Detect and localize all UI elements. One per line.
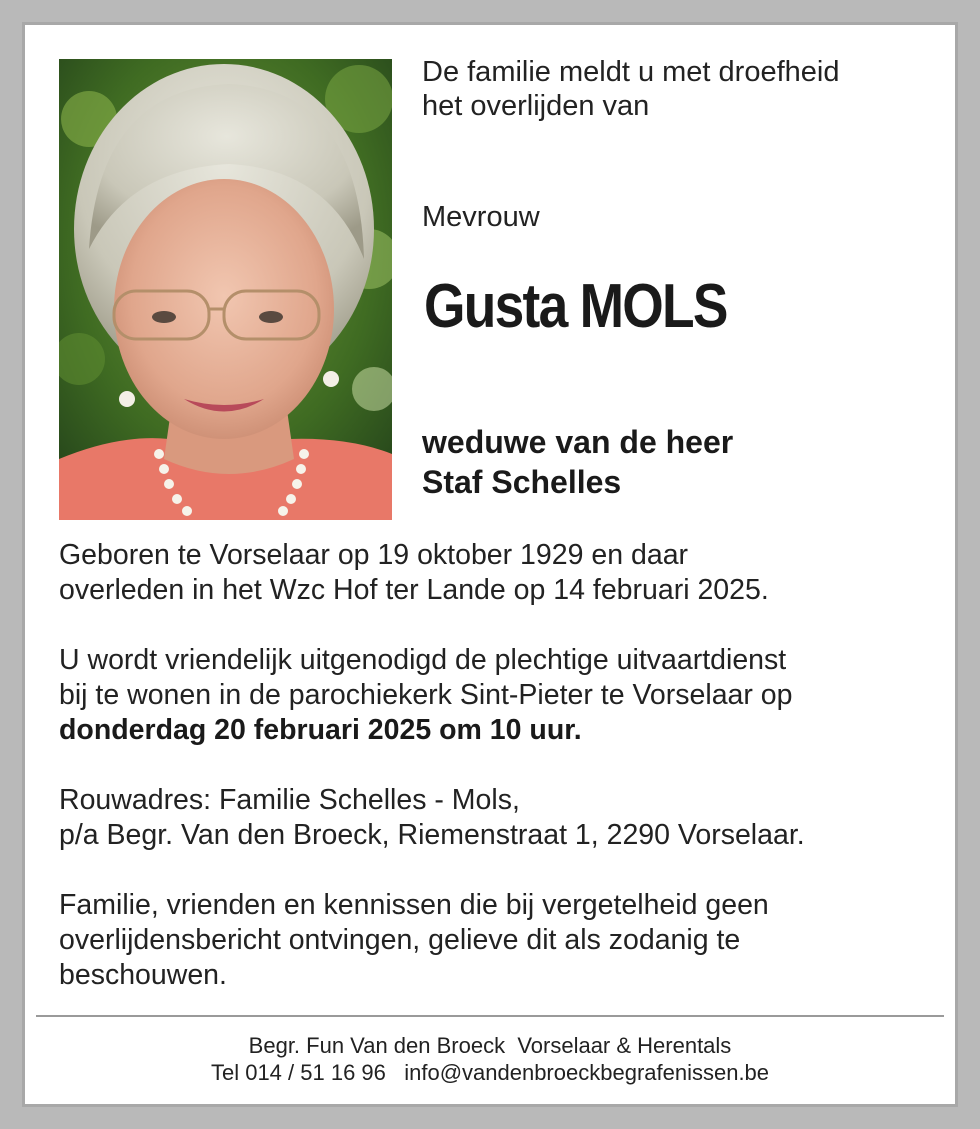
intro-line-2: het overlijden van (422, 90, 650, 122)
notice-line-1: Familie, vrienden en kennissen die bij vergetelheid geen (59, 889, 769, 921)
service-line-1: U wordt vriendelijk uitgenodigd de plechtige uitvaartdienst (59, 644, 787, 676)
widow-of (422, 422, 733, 502)
service-date: donderdag 20 februari 2025 om 10 uur. (59, 714, 582, 746)
address-line-1: Rouwadres: Familie Schelles - Mols, (59, 784, 520, 816)
widow-line-1: weduwe van de heer (422, 424, 734, 460)
birth-line-2: overleden in het Wzc Hof ter Lande op 14 februari 2025. (59, 574, 769, 606)
notice-line-2: overlijdensbericht ontvingen, gelieve dit als zodanig te (59, 924, 741, 956)
honorific: Mevrouw (422, 201, 540, 233)
footer-line-2: Tel 014 / 51 16 96 info@vandenbroeckbegrafenissen.be (210, 1060, 770, 1085)
intro-line-1: De familie meldt u met droefheid (422, 56, 840, 88)
footer-divider (36, 1015, 944, 1017)
notice-body (59, 538, 949, 1028)
footer-line-1: Begr. Fun Van den Broeck Vorselaar & Herentals (248, 1033, 732, 1058)
deceased-name: Gusta MOLS (424, 272, 727, 341)
service-line-2: bij te wonen in de parochiekerk Sint-Pieter te Vorselaar op (59, 679, 793, 711)
funeral-home-footer (0, 1032, 980, 1086)
birth-line-1: Geboren te Vorselaar op 19 oktober 1929 en daar (59, 539, 689, 571)
widow-line-2: Staf Schelles (422, 464, 622, 500)
address-paragraph (59, 783, 949, 853)
birth-paragraph (59, 538, 949, 608)
address-line-2: p/a Begr. Van den Broeck, Riemenstraat 1, 2290 Vorselaar. (59, 819, 805, 851)
portrait-photo (59, 59, 392, 520)
notice-paragraph (59, 888, 949, 993)
service-paragraph (59, 643, 949, 748)
notice-line-3: beschouwen. (59, 959, 227, 991)
intro-text (422, 55, 942, 123)
